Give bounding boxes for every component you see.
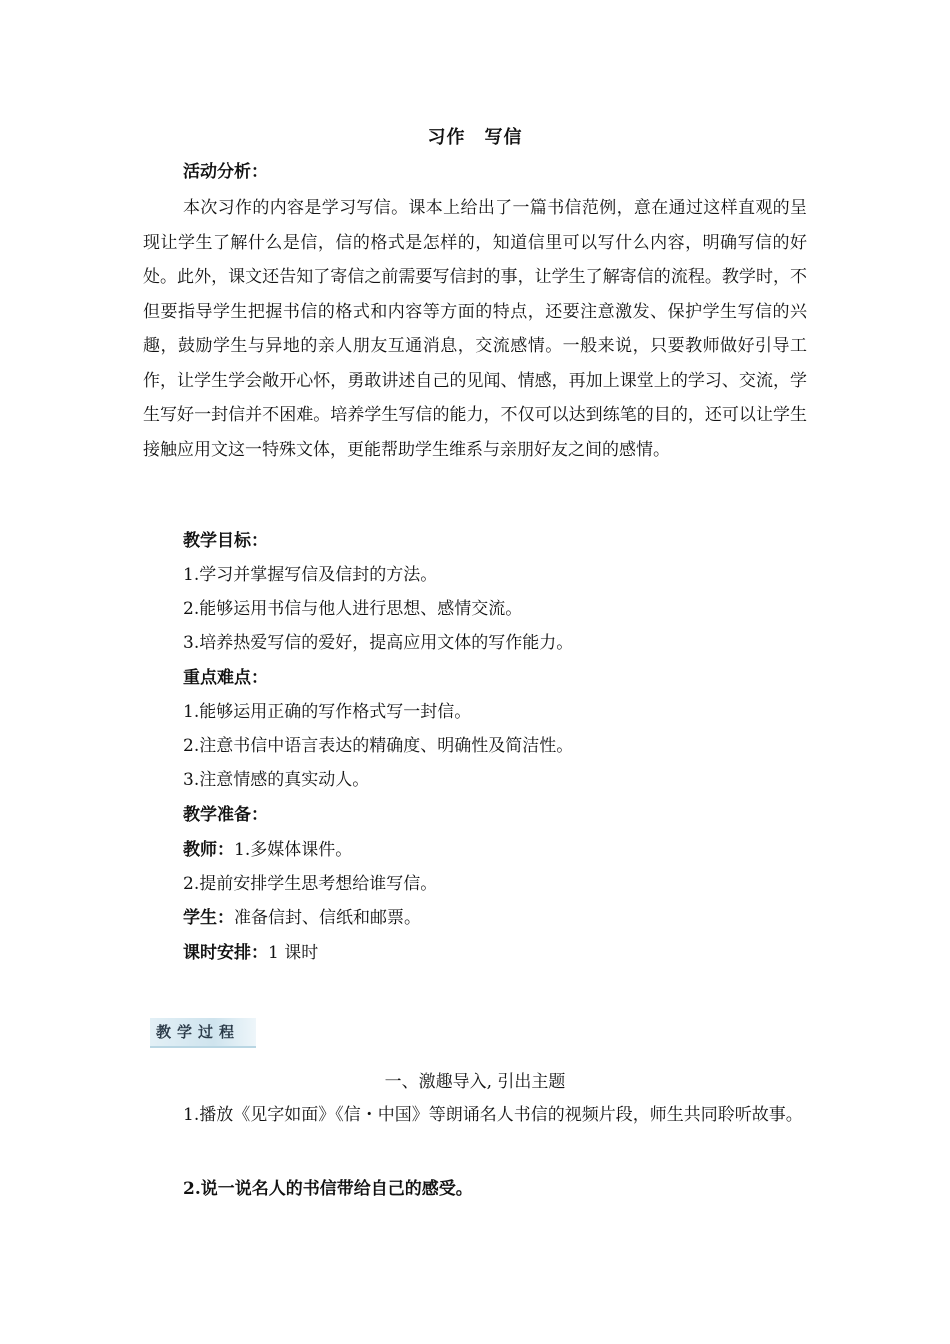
student-label: 学生： (183, 908, 234, 928)
teaching-goal-item: 2.能够运用书信与他人进行思想、感情交流。 (183, 599, 523, 619)
teaching-goals-heading: 教学目标： (183, 531, 268, 551)
schedule-value: 1 课时 (268, 943, 319, 963)
student-preparation-line (183, 905, 421, 931)
teacher-preparation-line (183, 837, 352, 863)
schedule-line (183, 940, 318, 966)
activity-analysis-heading: 活动分析： (183, 162, 268, 182)
teaching-goal-item: 1.学习并掌握写信及信封的方法。 (183, 565, 438, 585)
key-points-heading: 重点难点： (183, 668, 268, 688)
student-text: 准备信封、信纸和邮票。 (234, 908, 421, 928)
teaching-process-badge (150, 1018, 256, 1048)
teaching-process-badge-text: 教学过程 (156, 1023, 241, 1041)
key-point-item: 2.注意书信中语言表达的精确度、明确性及简洁性。 (183, 736, 574, 756)
preparation-heading: 教学准备： (183, 805, 268, 825)
section-title: 一、激趣导入, 引出主题 (384, 1072, 566, 1092)
section-bold-line: 2.说一说名人的书信带给自己的感受。 (183, 1179, 473, 1199)
activity-analysis-paragraph: 本次习作的内容是学习写信。课本上给出了一篇书信范例，意在通过这样直观的呈现让学生了解什么是信，信的格式是怎样的，知道信里可以写什么内容，明确写信的好处。此外，课文还告知了寄信之前需要写信封的事，让学生了解寄信的流程。教学时，不但要指导学生把握书信的格式和内容等方面的特点，还要注意激发、保护学生写信的兴趣，鼓励学生与异地的亲人朋友互通消息，交流感情。一般来说，只要教师做好引导工作，让学生学会敞开心怀，勇敢讲述自己的见闻、情感，再加上课堂上的学习、交流，学生写好一封信并不困难。培养学生写信的能力，不仅可以达到练笔的目的，还可以让学生接触应用文这一特殊文体，更能帮助学生维系与亲朋好友之间的感情。 (143, 198, 807, 460)
teacher-label: 教师： (183, 840, 234, 860)
teacher-preparation-item: 2.提前安排学生思考想给谁写信。 (183, 874, 438, 894)
schedule-label: 课时安排： (183, 943, 268, 963)
teacher-item: 1.多媒体课件。 (234, 840, 353, 860)
key-point-item: 1.能够运用正确的写作格式写一封信。 (183, 702, 472, 722)
document-title: 习作 写信 (427, 127, 523, 148)
key-point-item: 3.注意情感的真实动人。 (183, 770, 370, 790)
teaching-goal-item: 3.培养热爱写信的爱好，提高应用文体的写作能力。 (183, 633, 574, 653)
section-paragraph: 1.播放《见字如面》《信・中国》等朗诵名人书信的视频片段，师生共同聆听故事。 (183, 1105, 803, 1125)
